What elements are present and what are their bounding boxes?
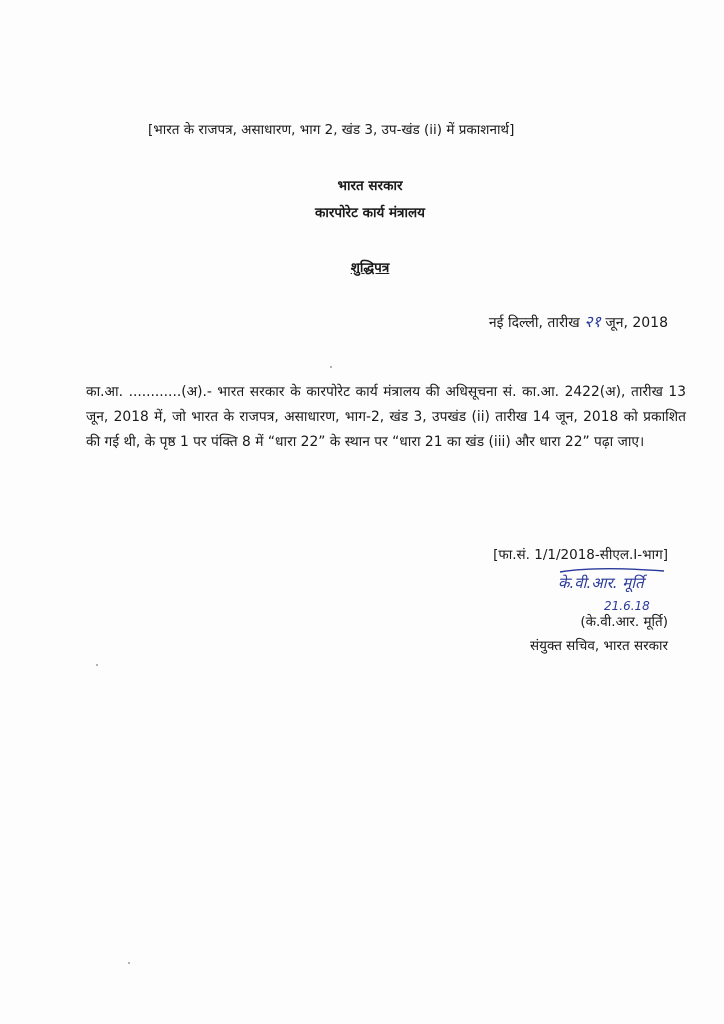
file-reference: [फा.सं. 1/1/2018-सीएल.I-भाग] bbox=[493, 547, 668, 563]
signature-date: 21.6.18 bbox=[604, 599, 650, 613]
signatory-name: (के.वी.आर. मूर्ति) bbox=[580, 614, 668, 630]
handwritten-day: २१ bbox=[584, 312, 601, 331]
corrigendum-body: का.आ. ............(अ).- भारत सरकार के कारपोरेट कार्य मंत्रालय की अधिसूचना सं. का.आ. 2422(अ), तारीख 13 जून, 2018 में, जो भारत के राजपत्र, असाधारण, भाग-2, खंड 3, उपखंड (ii) तारीख 14 जून, 2018 को प्रकाशित की गई थी, के पृष्ठ 1 पर पंक्ति 8 में “धारा 22” के स्थान पर “धारा 21 का खंड (iii) और धारा 22” पढ़ा जाए। bbox=[86, 384, 686, 450]
scan-speck bbox=[128, 962, 130, 964]
publication-note: [भारत के राजपत्र, असाधारण, भाग 2, खंड 3, उप-खंड (ii) में प्रकाशनार्थ] bbox=[148, 122, 515, 138]
place-date bbox=[489, 310, 668, 332]
signature-text: के.वी.आर. मूर्ति bbox=[558, 574, 644, 592]
government-title: भारत सरकार bbox=[337, 178, 403, 194]
place-date-suffix: जून, 2018 bbox=[605, 315, 668, 331]
scan-speck bbox=[330, 366, 332, 368]
scan-speck bbox=[96, 664, 98, 666]
document-heading: शुद्धिपत्र bbox=[350, 260, 390, 276]
handwritten-signature bbox=[556, 566, 671, 618]
signatory-designation: संयुक्त सचिव, भारत सरकार bbox=[530, 638, 668, 654]
ministry-title: कारपोरेट कार्य मंत्रालय bbox=[315, 205, 425, 221]
place-date-prefix: नई दिल्ली, तारीख bbox=[488, 315, 580, 331]
signature-stroke bbox=[560, 569, 664, 572]
